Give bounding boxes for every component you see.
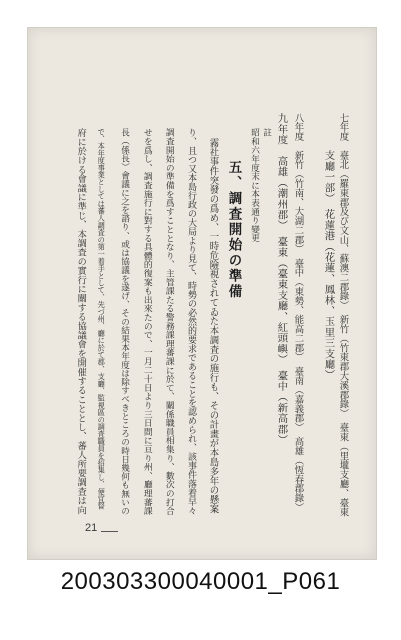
- body-line-5: 長（係長）會議に之を諮り、或は協議を遂げ、その結果本年度は除すべきところの時日幾何も無いの: [119, 128, 130, 515]
- section-heading: 五、調査開始の準備: [225, 160, 242, 300]
- image-caption: 200303300040001_P061: [60, 568, 341, 595]
- region-list-line-2: 支廳一部） 花蓮港（花蓮、鳳林、玉里三支廳）: [322, 150, 335, 381]
- body-line-1: 霧社事件突發の爲め、一時危險視されてゐた本調査の施行も、その計畫が本島多年の懸案: [207, 138, 219, 514]
- body-line-3: 調査開始の準備を爲すこととなり、主管課たる警務課理蕃課に於て、關係職員相集り、數次の打合: [163, 128, 174, 516]
- document-page: [27, 27, 377, 560]
- note-label: 註: [261, 128, 272, 137]
- region-list-line-1: 七年度 臺北（羅東郡及び文山、蘇澳二郡錄） 新竹（竹東郡大溪郡錄） 臺東（里壠支廳、臺東: [337, 113, 349, 517]
- body-line-2: り、且つ又本島行政の大局より見て、時勢の必然的要求であることを認められ、該事件落着早々: [186, 128, 196, 515]
- page-number-rule: [101, 531, 118, 532]
- body-line-4: せを爲し、調査施行に對する具體的復案も出來たので、一月二十日より三日間に亘り州、廳理蕃課: [141, 128, 152, 516]
- body-line-7: 府に於ける會議に準じ、本調査の實行に關する協議會を開催することとし、蕃人所要調査は向: [75, 128, 87, 515]
- region-list-line-4: 九年度 高雄（潮州郡） 臺東（臺東支廳、紅頭嶼） 臺中（新高郡）: [275, 113, 288, 445]
- region-list-line-3: 八年度 新竹（竹南、大湖二郡） 臺中（東勢、能高二郡） 臺南（嘉義郡） 高雄（恆春郡錄）: [292, 113, 304, 513]
- note-text: 昭和六年度末に本表通り變更: [249, 128, 260, 243]
- body-line-6: で、本年度事業としては蕃人調査の第一着手として、先づ州、廳に於て郡、支廳、監視區の調査職員を招集し、便宜督: [97, 128, 107, 510]
- page-number: 21: [85, 522, 98, 534]
